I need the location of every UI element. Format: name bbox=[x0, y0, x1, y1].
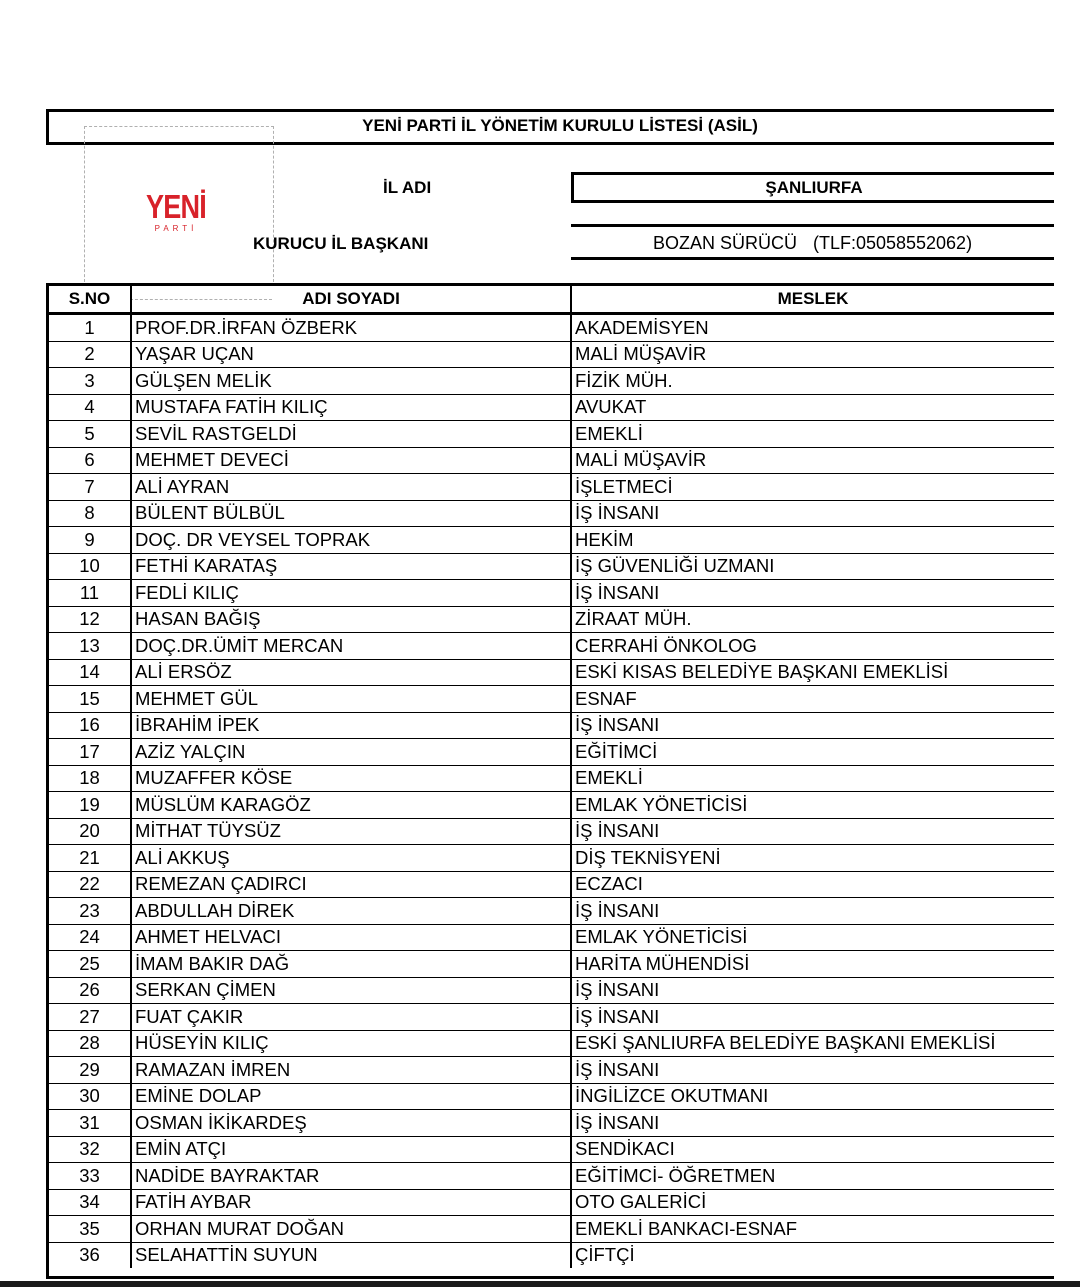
member-name: EMİNE DOLAP bbox=[131, 1083, 571, 1110]
baskan-phone: (TLF:05058552062) bbox=[812, 233, 973, 253]
row-number: 13 bbox=[49, 633, 131, 660]
logo-subtitle: PARTİ bbox=[154, 224, 198, 233]
member-occupation: MALİ MÜŞAVİR bbox=[571, 447, 1054, 474]
member-occupation: EMEKLİ bbox=[571, 421, 1054, 448]
member-name: MİTHAT TÜYSÜZ bbox=[131, 818, 571, 845]
column-header-no: S.NO bbox=[49, 286, 131, 314]
table-row bbox=[49, 712, 1054, 739]
row-number: 3 bbox=[49, 368, 131, 395]
table-row bbox=[49, 500, 1054, 527]
table-row bbox=[49, 394, 1054, 421]
row-number: 35 bbox=[49, 1216, 131, 1243]
baskan-underline bbox=[571, 257, 1054, 260]
member-occupation: İŞ İNSANI bbox=[571, 500, 1054, 527]
member-occupation: ECZACI bbox=[571, 871, 1054, 898]
member-name: ABDULLAH DİREK bbox=[131, 898, 571, 925]
table-row bbox=[49, 606, 1054, 633]
member-occupation: İŞ İNSANI bbox=[571, 712, 1054, 739]
member-name: HÜSEYİN KILIÇ bbox=[131, 1030, 571, 1057]
member-occupation: ESKİ KISAS BELEDİYE BAŞKANI EMEKLİSİ bbox=[571, 659, 1054, 686]
member-occupation: HARİTA MÜHENDİSİ bbox=[571, 951, 1054, 978]
row-number: 6 bbox=[49, 447, 131, 474]
table-row bbox=[49, 447, 1054, 474]
row-number: 30 bbox=[49, 1083, 131, 1110]
member-name: MEHMET DEVECİ bbox=[131, 447, 571, 474]
row-number: 2 bbox=[49, 341, 131, 368]
row-number: 24 bbox=[49, 924, 131, 951]
member-name: OSMAN İKİKARDEŞ bbox=[131, 1110, 571, 1137]
row-number: 14 bbox=[49, 659, 131, 686]
member-name: BÜLENT BÜLBÜL bbox=[131, 500, 571, 527]
member-occupation: EMLAK YÖNETİCİSİ bbox=[571, 792, 1054, 819]
il-value: ŞANLIURFA bbox=[571, 172, 1054, 203]
table-row bbox=[49, 659, 1054, 686]
member-occupation: ÇİFTÇİ bbox=[575, 1244, 635, 1266]
il-label: İL ADI bbox=[383, 178, 432, 197]
row-number: 26 bbox=[49, 977, 131, 1004]
logo-word: YENİ bbox=[146, 188, 206, 225]
row-number: 16 bbox=[49, 712, 131, 739]
table-row bbox=[49, 633, 1054, 660]
member-occupation: MALİ MÜŞAVİR bbox=[571, 341, 1054, 368]
member-name: ORHAN MURAT DOĞAN bbox=[131, 1216, 571, 1243]
table-row bbox=[49, 341, 1054, 368]
member-name: AHMET HELVACI bbox=[131, 924, 571, 951]
member-occupation: AVUKAT bbox=[571, 394, 1054, 421]
baskan-info bbox=[571, 233, 1054, 254]
member-occupation: İŞLETMECİ bbox=[571, 474, 1054, 501]
row-number: 25 bbox=[49, 951, 131, 978]
table-row bbox=[49, 580, 1054, 607]
member-name: MUSTAFA FATİH KILIÇ bbox=[131, 394, 571, 421]
row-number: 10 bbox=[49, 553, 131, 580]
member-name: NADİDE BAYRAKTAR bbox=[131, 1163, 571, 1190]
member-occupation: EĞİTİMCİ bbox=[571, 739, 1054, 766]
member-occupation: ESNAF bbox=[571, 686, 1054, 713]
table-row bbox=[49, 1216, 1054, 1243]
table-row bbox=[49, 421, 1054, 448]
member-name: DOÇ.DR.ÜMİT MERCAN bbox=[131, 633, 571, 660]
member-occupation: EMLAK YÖNETİCİSİ bbox=[571, 924, 1054, 951]
table-row bbox=[49, 871, 1054, 898]
row-number: 9 bbox=[49, 527, 131, 554]
member-occupation: AKADEMİSYEN bbox=[571, 314, 1054, 342]
baskan-label: KURUCU İL BAŞKANI bbox=[253, 234, 429, 253]
row-number: 33 bbox=[49, 1163, 131, 1190]
member-name: SELAHATTİN SUYUN bbox=[131, 1242, 571, 1268]
table-row bbox=[49, 314, 1054, 342]
member-name: FATİH AYBAR bbox=[131, 1189, 571, 1216]
logo-frame-right bbox=[273, 126, 274, 282]
row-number: 29 bbox=[49, 1057, 131, 1084]
member-name: ALİ AYRAN bbox=[131, 474, 571, 501]
table-row bbox=[49, 474, 1054, 501]
member-occupation: İŞ İNSANI bbox=[571, 1110, 1054, 1137]
table-row bbox=[49, 1030, 1054, 1057]
table-row bbox=[49, 765, 1054, 792]
row-number: 34 bbox=[49, 1189, 131, 1216]
member-name: GÜLŞEN MELİK bbox=[131, 368, 571, 395]
row-number: 4 bbox=[49, 394, 131, 421]
row-number: 7 bbox=[49, 474, 131, 501]
row-number: 5 bbox=[49, 421, 131, 448]
table-row bbox=[49, 1136, 1054, 1163]
member-name: HASAN BAĞIŞ bbox=[131, 606, 571, 633]
row-number: 23 bbox=[49, 898, 131, 925]
member-occupation: SENDİKACI bbox=[571, 1136, 1054, 1163]
member-name: FEDLİ KILIÇ bbox=[131, 580, 571, 607]
member-name: ALİ ERSÖZ bbox=[131, 659, 571, 686]
table-row bbox=[49, 1110, 1054, 1137]
member-occupation: İŞ İNSANI bbox=[571, 1057, 1054, 1084]
member-occupation: ZİRAAT MÜH. bbox=[571, 606, 1054, 633]
row-number: 1 bbox=[49, 314, 131, 342]
member-name: AZİZ YALÇIN bbox=[131, 739, 571, 766]
member-name: MUZAFFER KÖSE bbox=[131, 765, 571, 792]
table-row bbox=[49, 951, 1054, 978]
member-name: YAŞAR UÇAN bbox=[131, 341, 571, 368]
column-header-job: MESLEK bbox=[571, 286, 1054, 314]
member-occupation: EMEKLİ bbox=[571, 765, 1054, 792]
member-name: REMEZAN ÇADIRCI bbox=[131, 871, 571, 898]
logo-frame-top bbox=[84, 126, 274, 127]
member-name: MÜSLÜM KARAGÖZ bbox=[131, 792, 571, 819]
member-occupation: İŞ İNSANI bbox=[571, 977, 1054, 1004]
table-row bbox=[49, 1057, 1054, 1084]
table-row bbox=[49, 792, 1054, 819]
table-row bbox=[49, 898, 1054, 925]
member-name: PROF.DR.İRFAN ÖZBERK bbox=[131, 314, 571, 342]
row-number: 12 bbox=[49, 606, 131, 633]
table-row bbox=[49, 1083, 1054, 1110]
row-number: 31 bbox=[49, 1110, 131, 1137]
member-occupation: CERRAHİ ÖNKOLOG bbox=[571, 633, 1054, 660]
member-name: SERKAN ÇİMEN bbox=[131, 977, 571, 1004]
table-row bbox=[49, 527, 1054, 554]
table-row bbox=[49, 1163, 1054, 1190]
table-row bbox=[49, 924, 1054, 951]
table-row bbox=[49, 739, 1054, 766]
member-name: EMİN ATÇI bbox=[131, 1136, 571, 1163]
member-name: FUAT ÇAKIR bbox=[131, 1004, 571, 1031]
table-row bbox=[49, 1189, 1054, 1216]
table-row bbox=[49, 686, 1054, 713]
row-number: 22 bbox=[49, 871, 131, 898]
member-table bbox=[46, 283, 1054, 1279]
member-occupation: İŞ İNSANI bbox=[571, 1004, 1054, 1031]
party-logo bbox=[138, 190, 214, 233]
member-occupation: İŞ İNSANI bbox=[571, 580, 1054, 607]
row-number: 19 bbox=[49, 792, 131, 819]
row-number: 36 bbox=[49, 1242, 131, 1268]
row-number: 20 bbox=[49, 818, 131, 845]
member-name: FETHİ KARATAŞ bbox=[131, 553, 571, 580]
table-row bbox=[49, 845, 1054, 872]
member-name: İBRAHİM İPEK bbox=[131, 712, 571, 739]
member-name: MEHMET GÜL bbox=[131, 686, 571, 713]
column-header-name: ADI SOYADI bbox=[131, 286, 571, 314]
row-number: 18 bbox=[49, 765, 131, 792]
member-occupation: EĞİTİMCİ- ÖĞRETMEN bbox=[571, 1163, 1054, 1190]
member-occupation: EMEKLİ BANKACI-ESNAF bbox=[571, 1216, 1054, 1243]
member-occupation: İNGİLİZCE OKUTMANI bbox=[571, 1083, 1054, 1110]
member-occupation: İŞ İNSANI bbox=[571, 898, 1054, 925]
member-occupation: İŞ GÜVENLİĞİ UZMANI bbox=[571, 553, 1054, 580]
row-number: 32 bbox=[49, 1136, 131, 1163]
member-name: RAMAZAN İMREN bbox=[131, 1057, 571, 1084]
row-number: 28 bbox=[49, 1030, 131, 1057]
baskan-name: BOZAN SÜRÜCÜ bbox=[652, 233, 797, 253]
member-name: İMAM BAKIR DAĞ bbox=[131, 951, 571, 978]
row-number: 11 bbox=[49, 580, 131, 607]
member-occupation: İŞ İNSANI bbox=[571, 818, 1054, 845]
row-number: 21 bbox=[49, 845, 131, 872]
table-row bbox=[49, 368, 1054, 395]
table-row bbox=[49, 1004, 1054, 1031]
row-number: 8 bbox=[49, 500, 131, 527]
member-occupation: DİŞ TEKNİSYENİ bbox=[571, 845, 1054, 872]
row-number: 27 bbox=[49, 1004, 131, 1031]
member-occupation: ESKİ ŞANLIURFA BELEDİYE BAŞKANI EMEKLİSİ bbox=[571, 1030, 1054, 1057]
member-occupation: OTO GALERİCİ bbox=[571, 1189, 1054, 1216]
table-row bbox=[49, 818, 1054, 845]
member-name: SEVİL RASTGELDİ bbox=[131, 421, 571, 448]
member-occupation: FİZİK MÜH. bbox=[571, 368, 1054, 395]
divider-rule bbox=[571, 224, 1054, 227]
document-title: YENİ PARTİ İL YÖNETİM KURULU LİSTESİ (ASİL) bbox=[362, 116, 758, 135]
table-row bbox=[49, 1242, 1054, 1268]
row-number: 15 bbox=[49, 686, 131, 713]
row-number: 17 bbox=[49, 739, 131, 766]
member-name: DOÇ. DR VEYSEL TOPRAK bbox=[131, 527, 571, 554]
logo-frame-left bbox=[84, 126, 85, 282]
member-name: ALİ AKKUŞ bbox=[131, 845, 571, 872]
member-occupation: HEKİM bbox=[571, 527, 1054, 554]
table-header-row bbox=[49, 286, 1054, 314]
table-row bbox=[49, 977, 1054, 1004]
table-row bbox=[49, 553, 1054, 580]
bottom-edge bbox=[0, 1281, 1080, 1287]
